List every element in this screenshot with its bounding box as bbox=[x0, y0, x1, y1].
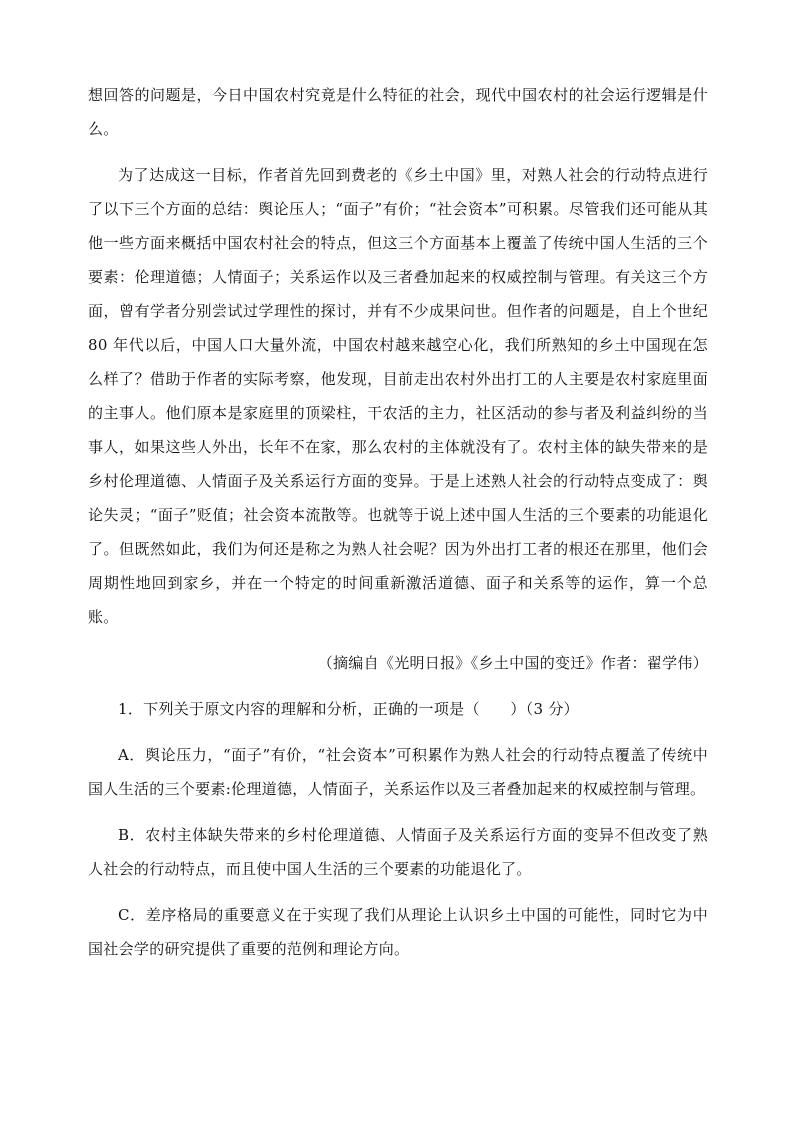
passage-paragraph-1: 想回答的问题是，今日中国农村究竟是什么特征的社会，现代中国农村的社会运行逻辑是什么。 bbox=[88, 86, 708, 138]
option-c: C．差序格局的重要意义在于实现了我们从理论上认识乡土中国的可能性，同时它为中国社会学的研究提供了重要的范例和理论方向。 bbox=[88, 906, 708, 958]
option-b: B．农村主体缺失带来的乡村伦理道德、人情面子及关系运行方面的变异不但改变了熟人社会的行动特点，而且使中国人生活的三个要素的功能退化了。 bbox=[88, 826, 708, 878]
question-stem: 1．下列关于原文内容的理解和分析，正确的一项是（ ）（3 分） bbox=[118, 700, 579, 718]
passage-paragraph-2: 为了达成这一目标，作者首先回到费老的《乡土中国》里，对熟人社会的行动特点进行了以下三个方面的总结：舆论压人；“面子”有价；“社会资本”可积累。尽管我们还可能从其他一些方面来概括中国农村社会的特点，但这三个方面基本上覆盖了传统中国人生活的三个要素：伦理道德；人情面子；关系运作以及三者叠加起来的权威控制与管理。有关这三个方面，曾有学者分别尝试过学理性的探讨，并有不少成果问世。但作者的问题是，自上个世纪 80 年代以后，中国人口大量外流，中国农村越来越空心化，我们所熟知的乡土中国现在怎么样了？借助于作者的实际考察，他发现，目前走出农村外出打工的人主要是农村家庭里面的主事人。他们原本是家庭里的顶梁柱，干农活的主力，社区活动的参与者及利益纠纷的当事人，如果这些人外出，长年不在家，那么农村的主体就没有了。农村主体的缺失带来的是乡村伦理道德、人情面子及关系运行方面的变异。于是上述熟人社会的行动特点变成了：舆论失灵；“面子”贬值；社会资本流散等。也就等于说上述中国人生活的三个要素的功能退化了。但既然如此，我们为何还是称之为熟人社会呢？因为外出打工者的根还在那里，他们会周期性地回到家乡，并在一个特定的时间重新激活道德、面子和关系等的运作，算一个总账。 bbox=[88, 166, 708, 626]
source-citation: （摘编自《光明日报》《乡土中国的变迁》作者：翟学伟） bbox=[317, 654, 708, 672]
document-page bbox=[88, 78, 708, 966]
option-a: A．舆论压力，“面子”有价，“社会资本”可积累作为熟人社会的行动特点覆盖了传统中国人生活的三个要素:伦理道德，人情面子，关系运作以及三者叠加起来的权威控制与管理。 bbox=[88, 746, 708, 798]
